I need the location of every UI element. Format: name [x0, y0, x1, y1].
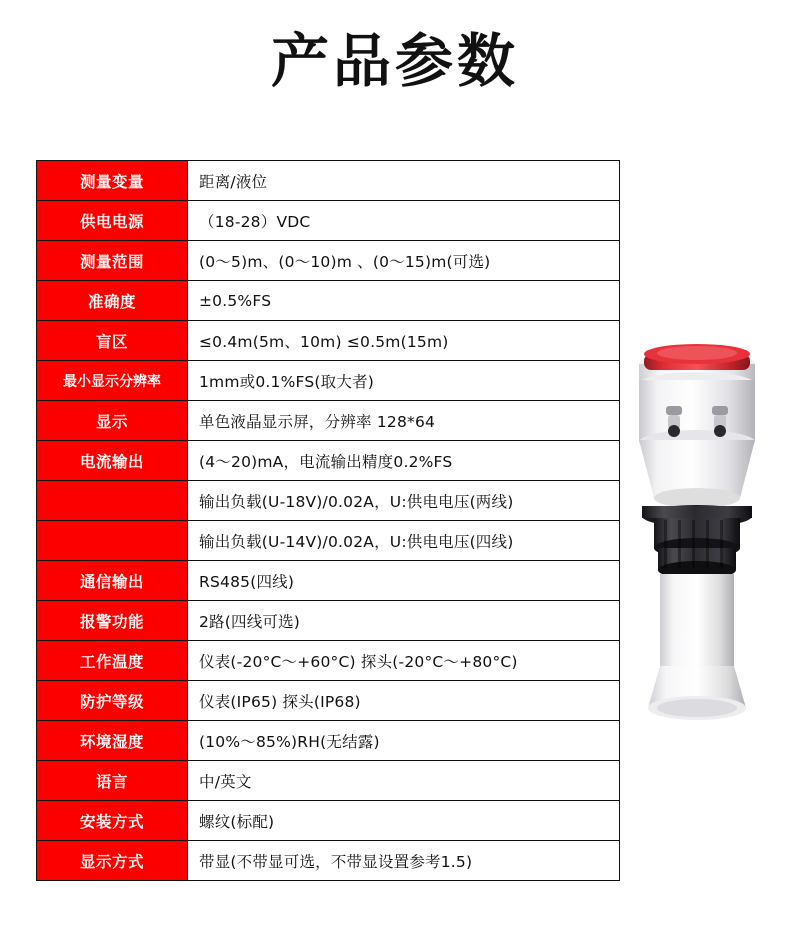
table-row	[37, 641, 620, 681]
spec-value-cell: 仪表(IP65) 探头(IP68)	[188, 681, 620, 721]
spec-value-cell: 距离/液位	[188, 161, 620, 201]
spec-value-cell: 输出负载(U-18V)/0.02A，U:供电电压(两线)	[188, 481, 620, 521]
spec-label-cell: 盲区	[37, 321, 188, 361]
spec-label-cell: 防护等级	[37, 681, 188, 721]
spec-value-cell: 1mm或0.1%FS(取大者)	[188, 361, 620, 401]
spec-label-cell: 通信输出	[37, 561, 188, 601]
table-row	[37, 201, 620, 241]
spec-value-cell: ±0.5%FS	[188, 281, 620, 321]
table-row	[37, 441, 620, 481]
spec-value-cell: 中/英文	[188, 761, 620, 801]
spec-value-cell: 单色液晶显示屏，分辨率 128*64	[188, 401, 620, 441]
spec-label-cell: 最小显示分辨率	[37, 361, 188, 401]
spec-label-cell: 报警功能	[37, 601, 188, 641]
table-row	[37, 321, 620, 361]
table-row	[37, 601, 620, 641]
spec-label-cell: 测量变量	[37, 161, 188, 201]
spec-label-cell: 工作温度	[37, 641, 188, 681]
table-row	[37, 801, 620, 841]
spec-label-cell: 显示	[37, 401, 188, 441]
table-row	[37, 241, 620, 281]
spec-label-cell	[37, 521, 188, 561]
spec-label-cell: 电流输出	[37, 441, 188, 481]
table-row	[37, 761, 620, 801]
spec-value-cell: 输出负载(U-14V)/0.02A，U:供电电压(四线)	[188, 521, 620, 561]
spec-label-cell: 准确度	[37, 281, 188, 321]
spec-value-cell: 螺纹(标配)	[188, 801, 620, 841]
spec-label-cell: 安装方式	[37, 801, 188, 841]
spec-value-cell: 带显(不带显可选，不带显设置参考1.5)	[188, 841, 620, 881]
table-row	[37, 401, 620, 441]
spec-label-cell	[37, 481, 188, 521]
spec-value-cell: 仪表(-20°C～+60°C) 探头(-20°C～+80°C)	[188, 641, 620, 681]
spec-table-body	[37, 161, 620, 881]
table-row	[37, 361, 620, 401]
spec-label-cell: 显示方式	[37, 841, 188, 881]
ultrasonic-level-sensor-illustration	[612, 330, 782, 750]
page-title: 产品参数	[270, 27, 519, 95]
spec-value-cell: ≤0.4m(5m、10m) ≤0.5m(15m)	[188, 321, 620, 361]
spec-label-cell: 语言	[37, 761, 188, 801]
spec-label-cell: 供电电源	[37, 201, 188, 241]
spec-label-cell: 环境湿度	[37, 721, 188, 761]
table-row	[37, 161, 620, 201]
spec-value-cell: (10%～85%)RH(无结露)	[188, 721, 620, 761]
table-row	[37, 281, 620, 321]
spec-table	[36, 160, 620, 881]
table-row	[37, 521, 620, 561]
table-row	[37, 681, 620, 721]
spec-value-cell: （18-28）VDC	[188, 201, 620, 241]
spec-value-cell: 2路(四线可选)	[188, 601, 620, 641]
table-row	[37, 841, 620, 881]
product-image	[612, 330, 782, 750]
spec-label-cell: 测量范围	[37, 241, 188, 281]
table-row	[37, 721, 620, 761]
spec-value-cell: (4～20)mA，电流输出精度0.2%FS	[188, 441, 620, 481]
spec-value-cell: (0～5)m、(0～10)m 、(0～15)m(可选)	[188, 241, 620, 281]
table-row	[37, 481, 620, 521]
table-row	[37, 561, 620, 601]
spec-value-cell: RS485(四线)	[188, 561, 620, 601]
